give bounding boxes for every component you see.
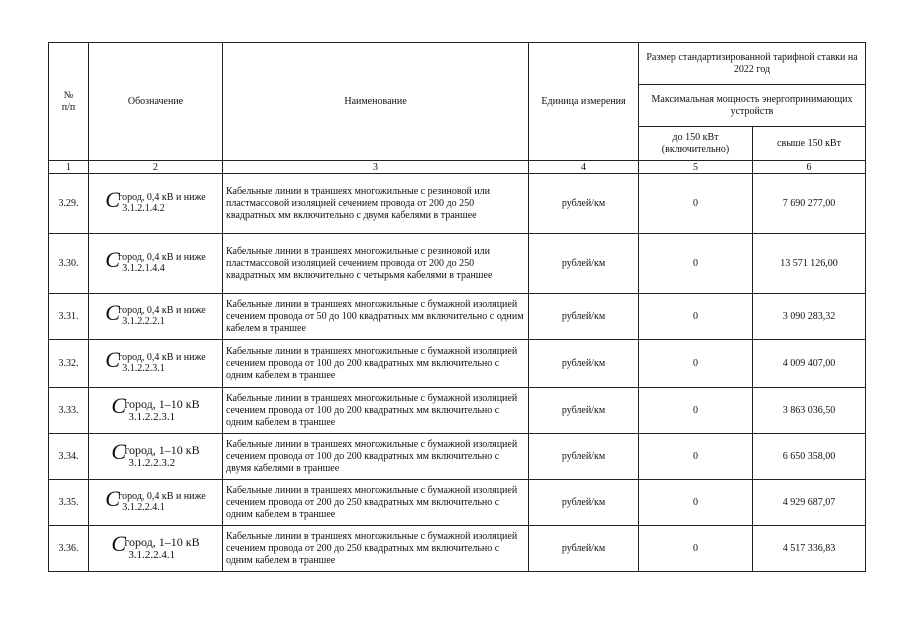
row-designation: [89, 388, 223, 434]
row-name: Кабельные линии в траншеях многожильные с бумажной изоляцией сечением провода от 100 до 200 квадратных мм включительно с двумя кабелями в траншее: [223, 434, 529, 480]
designation-formula: [105, 187, 206, 214]
designation-superscript: город, 0,4 кВ и ниже: [118, 252, 206, 263]
header-rate-size: Размер стандартизированной тарифной ставки на 2022 год: [639, 43, 866, 85]
designation-subscript: 3.1.2.2.3.1: [122, 363, 165, 374]
row-number: 3.34.: [49, 434, 89, 480]
row-rate-upto-150kw: 0: [639, 434, 753, 480]
designation-symbol: C: [105, 300, 120, 325]
designation-symbol: C: [105, 347, 120, 372]
row-name: Кабельные линии в траншеях многожильные с бумажной изоляцией сечением провода от 100 до 200 квадратных мм включительно с одним кабелем в траншее: [223, 388, 529, 434]
row-unit: рублей/км: [529, 388, 639, 434]
designation-subscript: 3.1.2.2.3.2: [128, 456, 176, 469]
row-designation: [89, 480, 223, 526]
row-unit: рублей/км: [529, 234, 639, 294]
row-name: Кабельные линии в траншеях многожильные с бумажной изоляцией сечением провода от 200 до 250 квадратных мм включительно с одним кабелем в траншее: [223, 480, 529, 526]
table-row: [49, 526, 866, 572]
row-number: 3.35.: [49, 480, 89, 526]
designation-formula: [105, 300, 206, 327]
table-row: [49, 480, 866, 526]
designation-superscript: город, 1–10 кВ: [124, 442, 200, 457]
row-unit: рублей/км: [529, 434, 639, 480]
column-number-row: [49, 161, 866, 174]
designation-formula: [111, 530, 200, 561]
designation-symbol: C: [105, 486, 120, 511]
row-rate-over-150kw: 7 690 277,00: [753, 174, 866, 234]
column-number: 1: [49, 161, 89, 174]
row-number: 3.30.: [49, 234, 89, 294]
designation-subscript: 3.1.2.1.4.4: [122, 263, 165, 274]
column-number: 5: [639, 161, 753, 174]
row-designation: [89, 526, 223, 572]
row-unit: рублей/км: [529, 174, 639, 234]
designation-superscript: город, 1–10 кВ: [124, 534, 200, 549]
row-rate-over-150kw: 13 571 126,00: [753, 234, 866, 294]
designation-subscript: 3.1.2.2.4.1: [128, 548, 176, 561]
designation-superscript: город, 0,4 кВ и ниже: [118, 305, 206, 316]
designation-superscript: город, 0,4 кВ и ниже: [118, 352, 206, 363]
row-rate-over-150kw: 4 517 336,83: [753, 526, 866, 572]
column-number: 6: [753, 161, 866, 174]
row-rate-over-150kw: 6 650 358,00: [753, 434, 866, 480]
row-name: Кабельные линии в траншеях многожильные с бумажной изоляцией сечением провода от 100 до 200 квадратных мм включительно с одним кабелем в траншее: [223, 340, 529, 388]
row-number: 3.36.: [49, 526, 89, 572]
row-rate-upto-150kw: 0: [639, 480, 753, 526]
row-name: Кабельные линии в траншеях многожильные с бумажной изоляцией сечением провода от 50 до 100 квадратных мм включительно с одним кабелем в траншее: [223, 294, 529, 340]
row-designation: [89, 434, 223, 480]
table-row: [49, 388, 866, 434]
row-designation: [89, 340, 223, 388]
row-unit: рублей/км: [529, 294, 639, 340]
designation-symbol: C: [105, 247, 120, 272]
row-rate-upto-150kw: 0: [639, 294, 753, 340]
designation-symbol: C: [111, 392, 127, 418]
row-rate-upto-150kw: 0: [639, 388, 753, 434]
table-row: [49, 234, 866, 294]
header-unit: Единица измерения: [529, 43, 639, 161]
designation-symbol: C: [105, 187, 120, 212]
designation-superscript: город, 0,4 кВ и ниже: [118, 491, 206, 502]
row-rate-over-150kw: 3 090 283,32: [753, 294, 866, 340]
row-rate-upto-150kw: 0: [639, 234, 753, 294]
row-name: Кабельные линии в траншеях многожильные с резиновой или пластмассовой изоляцией сечением провода от 200 до 250 квадратных мм включительно с двумя кабелями в траншее: [223, 174, 529, 234]
row-designation: [89, 174, 223, 234]
table-body: [49, 174, 866, 572]
row-rate-over-150kw: 4 009 407,00: [753, 340, 866, 388]
header-name: Наименование: [223, 43, 529, 161]
designation-formula: [111, 392, 200, 423]
designation-subscript: 3.1.2.2.4.1: [122, 502, 165, 513]
row-rate-over-150kw: 4 929 687,07: [753, 480, 866, 526]
designation-superscript: город, 0,4 кВ и ниже: [118, 192, 206, 203]
row-number: 3.33.: [49, 388, 89, 434]
designation-formula: [105, 247, 206, 274]
header-max-power: Максимальная мощность энергопринимающих устройств: [639, 85, 866, 127]
designation-formula: [105, 486, 206, 513]
row-name: Кабельные линии в траншеях многожильные с бумажной изоляцией сечением провода от 200 до 250 квадратных мм включительно с одним кабелем в траншее: [223, 526, 529, 572]
row-designation: [89, 294, 223, 340]
row-rate-upto-150kw: 0: [639, 340, 753, 388]
table-row: [49, 340, 866, 388]
table-row: [49, 174, 866, 234]
tariff-table: [48, 42, 866, 572]
column-number: 3: [223, 161, 529, 174]
column-number: 2: [89, 161, 223, 174]
row-unit: рублей/км: [529, 526, 639, 572]
table-row: [49, 294, 866, 340]
row-unit: рублей/км: [529, 340, 639, 388]
header-upto-150kw: до 150 кВт (включительно): [639, 127, 753, 161]
row-rate-over-150kw: 3 863 036,50: [753, 388, 866, 434]
row-number: 3.31.: [49, 294, 89, 340]
column-number: 4: [529, 161, 639, 174]
designation-superscript: город, 1–10 кВ: [124, 396, 200, 411]
row-name: Кабельные линии в траншеях многожильные с резиновой или пластмассовой изоляцией сечением провода от 200 до 250 квадратных мм включительно с четырьмя кабелями в траншее: [223, 234, 529, 294]
row-unit: рублей/км: [529, 480, 639, 526]
row-number: 3.29.: [49, 174, 89, 234]
row-rate-upto-150kw: 0: [639, 526, 753, 572]
designation-subscript: 3.1.2.2.2.1: [122, 316, 165, 327]
header-number: № п/п: [49, 43, 89, 161]
designation-formula: [105, 347, 206, 374]
designation-subscript: 3.1.2.1.4.2: [122, 203, 165, 214]
row-rate-upto-150kw: 0: [639, 174, 753, 234]
designation-formula: [111, 438, 200, 469]
designation-subscript: 3.1.2.2.3.1: [128, 410, 176, 423]
table-row: [49, 434, 866, 480]
row-number: 3.32.: [49, 340, 89, 388]
designation-symbol: C: [111, 438, 127, 464]
header-designation: Обозначение: [89, 43, 223, 161]
row-designation: [89, 234, 223, 294]
designation-symbol: C: [111, 530, 127, 556]
header-over-150kw: свыше 150 кВт: [753, 127, 866, 161]
